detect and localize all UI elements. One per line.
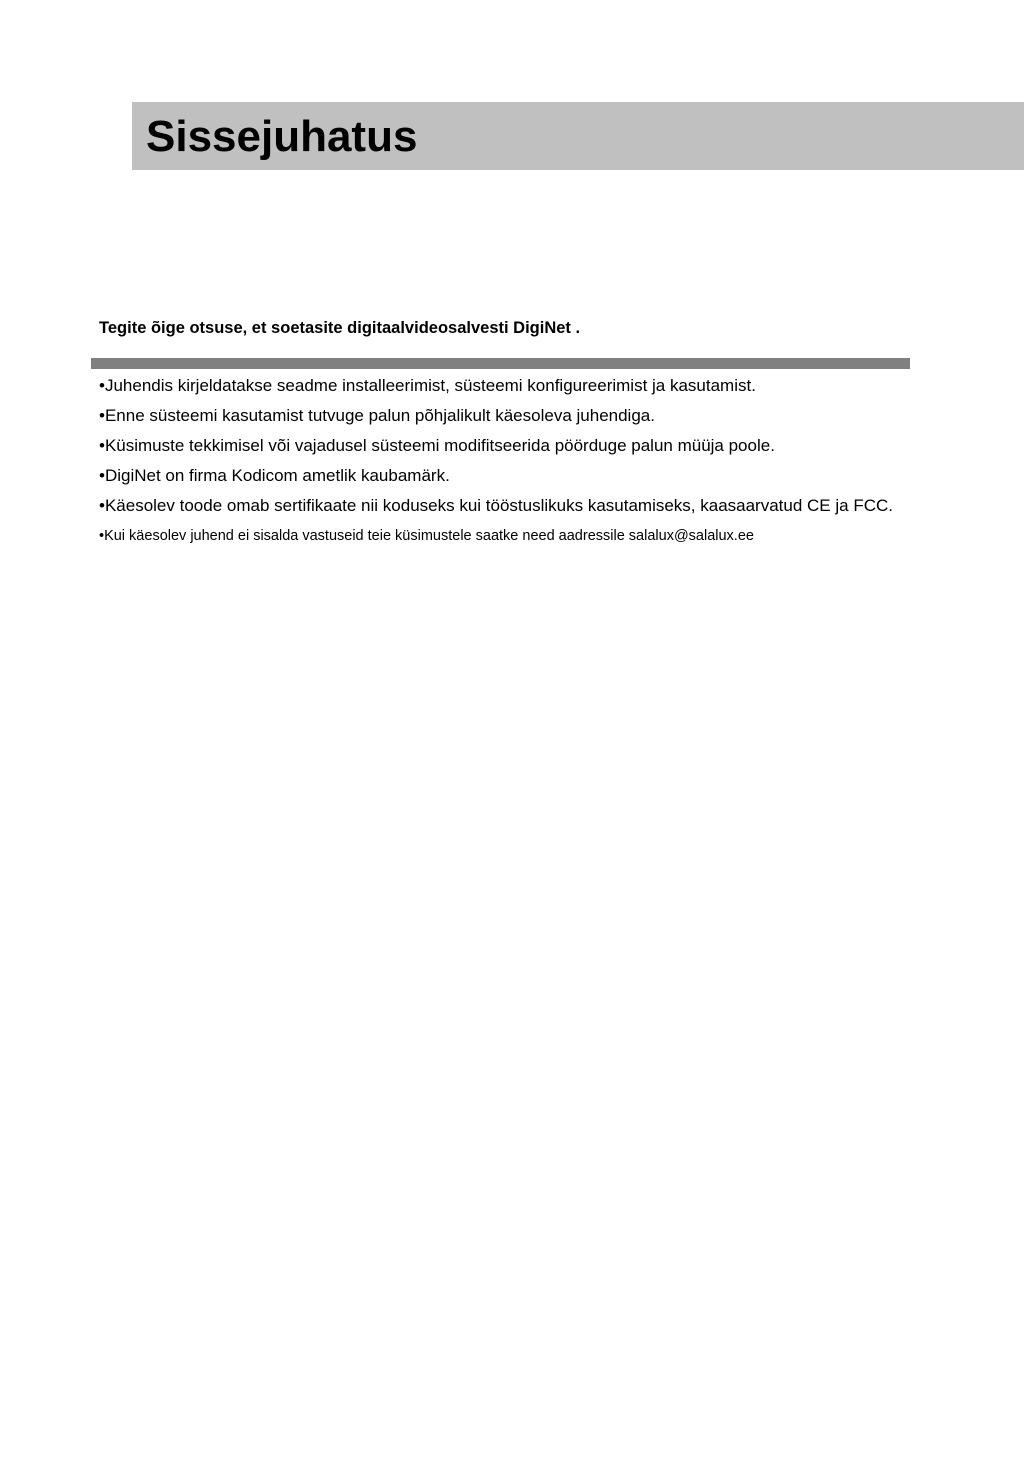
bullet-item: •Küsimuste tekkimisel või vajadusel süsteemi modifitseerida pöörduge palun müüja poole. bbox=[99, 436, 775, 455]
page-title: Sissejuhatus bbox=[146, 112, 418, 161]
intro-text: Tegite õige otsuse, et soetasite digitaalvideosalvesti DigiNet . bbox=[99, 319, 581, 337]
bullet-item: •DigiNet on firma Kodicom ametlik kaubamärk. bbox=[99, 466, 450, 485]
title-bar bbox=[132, 102, 1024, 170]
section-divider bbox=[91, 358, 910, 369]
bullet-item: •Enne süsteemi kasutamist tutvuge palun põhjalikult käesoleva juhendiga. bbox=[99, 406, 655, 425]
bullet-item-contact: •Kui käesolev juhend ei sisalda vastuseid teie küsimustele saatke need aadressile salalux@salalux.ee bbox=[99, 528, 754, 544]
bullet-item: •Juhendis kirjeldatakse seadme installeerimist, süsteemi konfigureerimist ja kasutamist. bbox=[99, 376, 756, 395]
bullet-list bbox=[99, 375, 893, 549]
bullet-item: •Käesolev toode omab sertifikaate nii koduseks kui tööstuslikuks kasutamiseks, kaasaarvatud CE ja FCC. bbox=[99, 496, 893, 515]
